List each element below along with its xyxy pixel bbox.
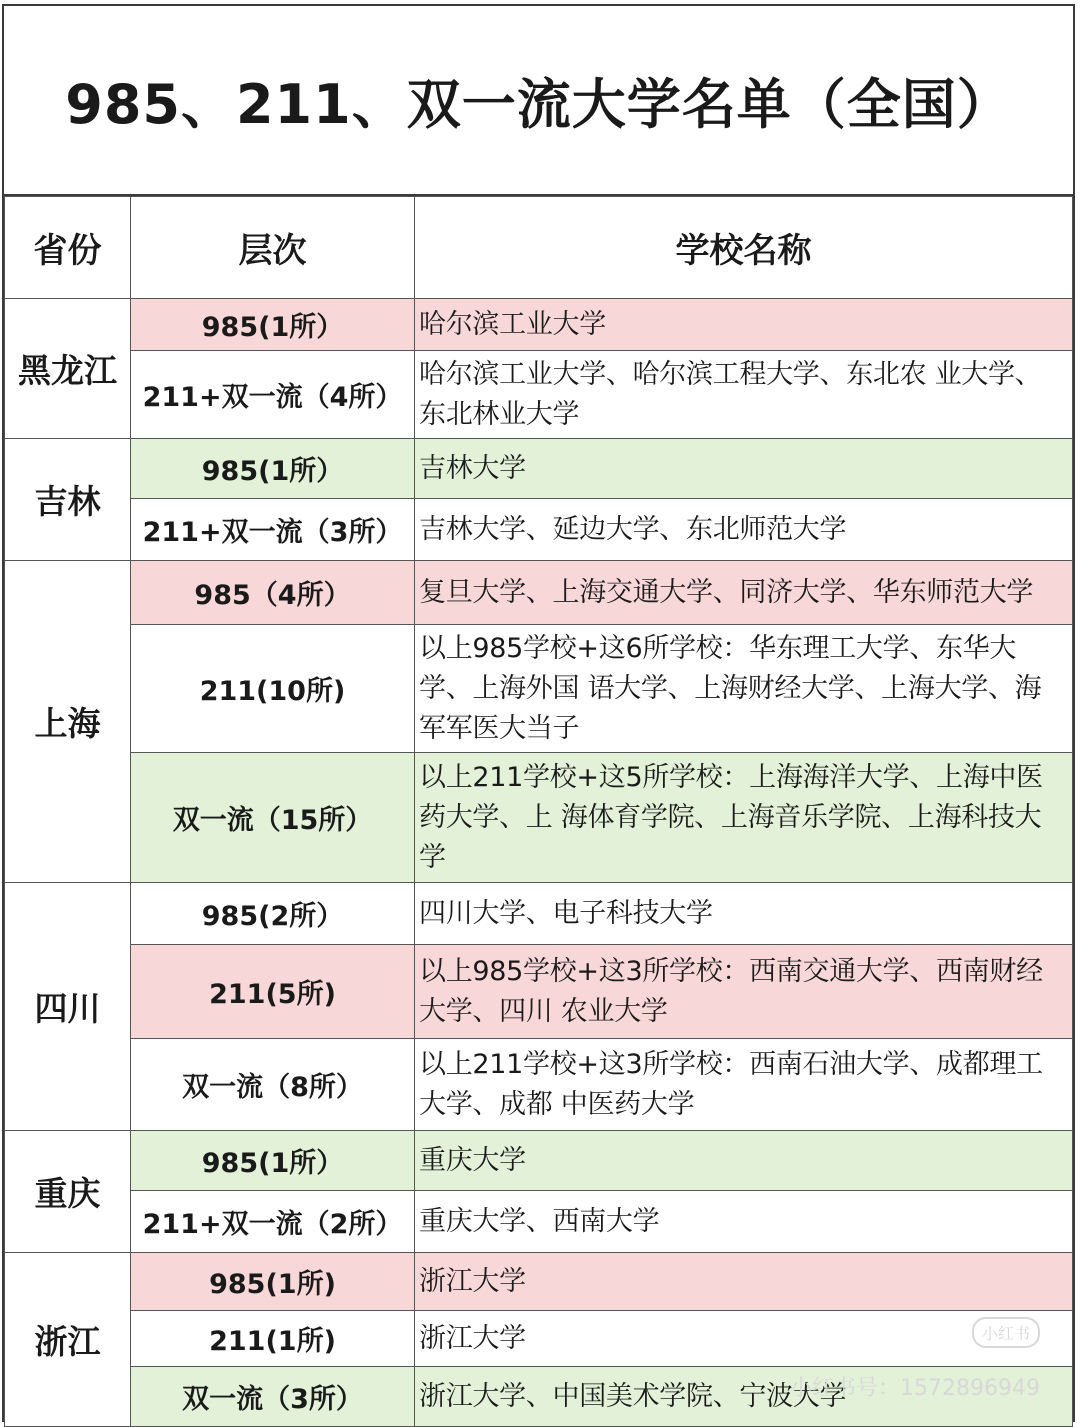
level-cell: 985(1所） <box>131 299 415 351</box>
province-cell: 浙江 <box>5 1253 131 1427</box>
level-cell: 211+双一流（3所） <box>131 499 415 561</box>
province-cell: 上海 <box>5 561 131 883</box>
page-title: 985、211、双一流大学名单（全国） <box>4 6 1073 196</box>
level-cell: 双一流（8所） <box>131 1039 415 1131</box>
watermark-text: 小红书号：1572896949 <box>790 1376 1040 1401</box>
schools-cell: 以上211学校+这5所学校：上海海洋大学、上海中医药大学、上 海体育学院、上海音乐学院、上海科技大学 <box>415 753 1073 883</box>
header-level: 层次 <box>131 197 415 299</box>
table-row <box>5 883 1073 945</box>
level-cell: 211+双一流（2所） <box>131 1191 415 1253</box>
schools-cell: 复旦大学、上海交通大学、同济大学、华东师范大学 <box>415 561 1073 625</box>
table-row <box>5 561 1073 625</box>
table-row <box>5 1191 1073 1253</box>
table-row <box>5 945 1073 1039</box>
schools-cell: 以上985学校+这6所学校：华东理工大学、东华大学、上海外国 语大学、上海财经大学、上海大学、海军军医大当子 <box>415 625 1073 753</box>
schools-cell: 重庆大学 <box>415 1131 1073 1191</box>
university-table <box>4 196 1073 1427</box>
table-row <box>5 351 1073 439</box>
table-row <box>5 299 1073 351</box>
level-cell: 211(10所) <box>131 625 415 753</box>
level-cell: 985(1所） <box>131 439 415 499</box>
level-cell: 985（4所） <box>131 561 415 625</box>
university-list-sheet <box>2 4 1075 1422</box>
table-row <box>5 625 1073 753</box>
table-body <box>5 299 1073 1427</box>
watermark-logo: 小红书 <box>972 1317 1040 1348</box>
province-cell: 黑龙江 <box>5 299 131 439</box>
schools-cell: 以上985学校+这3所学校：西南交通大学、西南财经大学、四川 农业大学 <box>415 945 1073 1039</box>
watermark <box>790 1324 1040 1402</box>
level-cell: 211+双一流（4所） <box>131 351 415 439</box>
schools-cell: 浙江大学 <box>415 1253 1073 1311</box>
schools-cell: 重庆大学、西南大学 <box>415 1191 1073 1253</box>
table-row <box>5 1039 1073 1131</box>
schools-cell: 浙江大学、中国美术学院、宁波大学 <box>415 1367 1073 1427</box>
schools-cell: 以上211学校+这3所学校：西南石油大学、成都理工大学、成都 中医药大学 <box>415 1039 1073 1131</box>
level-cell: 985(1所) <box>131 1253 415 1311</box>
province-cell: 四川 <box>5 883 131 1131</box>
table-row <box>5 753 1073 883</box>
level-cell: 211(1所) <box>131 1311 415 1367</box>
schools-cell: 浙江大学 <box>415 1311 1073 1367</box>
header-schools: 学校名称 <box>415 197 1073 299</box>
schools-cell: 吉林大学、延边大学、东北师范大学 <box>415 499 1073 561</box>
table-row <box>5 499 1073 561</box>
level-cell: 985(2所） <box>131 883 415 945</box>
table-row <box>5 439 1073 499</box>
level-cell: 985(1所） <box>131 1131 415 1191</box>
province-cell: 吉林 <box>5 439 131 561</box>
schools-cell: 哈尔滨工业大学 <box>415 299 1073 351</box>
schools-cell: 哈尔滨工业大学、哈尔滨工程大学、东北农 业大学、东北林业大学 <box>415 351 1073 439</box>
header-province: 省份 <box>5 197 131 299</box>
level-cell: 双一流（3所） <box>131 1367 415 1427</box>
table-row <box>5 1131 1073 1191</box>
schools-cell: 吉林大学 <box>415 439 1073 499</box>
level-cell: 双一流（15所） <box>131 753 415 883</box>
table-header-row <box>5 197 1073 299</box>
level-cell: 211(5所) <box>131 945 415 1039</box>
schools-cell: 四川大学、电子科技大学 <box>415 883 1073 945</box>
table-row <box>5 1311 1073 1367</box>
table-row <box>5 1253 1073 1311</box>
province-cell: 重庆 <box>5 1131 131 1253</box>
